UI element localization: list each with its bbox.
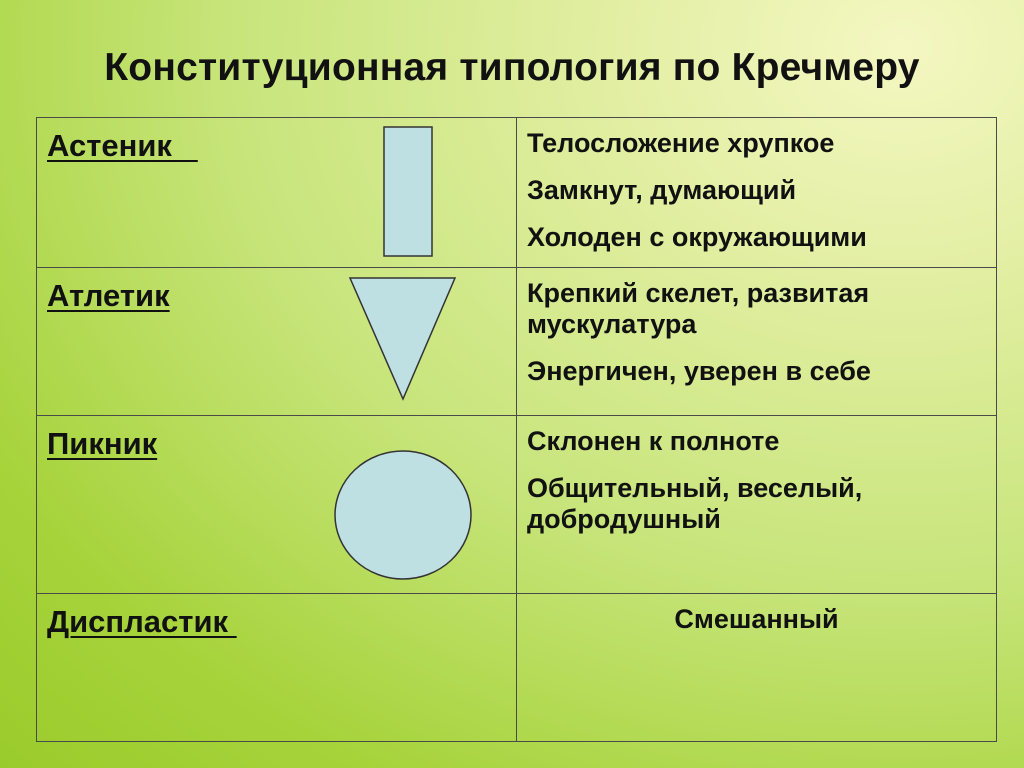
type-cell-athletic [37, 268, 517, 416]
desc-line: Энергичен, уверен в себе [527, 356, 871, 386]
circle-icon [333, 449, 473, 581]
desc-list-athletic [527, 278, 986, 403]
desc-cell-asthenic [517, 118, 997, 268]
typology-table [36, 117, 997, 742]
type-name-dysplastic: Диспластик [47, 604, 237, 639]
desc-list-asthenic [527, 128, 986, 268]
type-name-athletic: Атлетик [47, 278, 170, 313]
type-name-asthenic: Астеник [47, 128, 198, 163]
desc-mixed: Смешанный [674, 604, 839, 634]
desc-line: Замкнут, думающий [527, 175, 797, 205]
type-cell-asthenic [37, 118, 517, 268]
desc-line: Крепкий скелет, развитая мускулатура [527, 278, 870, 339]
desc-cell-dysplastic [517, 594, 997, 742]
desc-cell-athletic [517, 268, 997, 416]
rectangle-icon [383, 126, 435, 258]
desc-list-pyknic [527, 426, 986, 551]
type-cell-dysplastic [37, 594, 517, 742]
table-row-asthenic [37, 118, 997, 268]
type-name-pyknic: Пикник [47, 426, 158, 461]
desc-cell-pyknic [517, 416, 997, 594]
triangle-icon [348, 276, 458, 402]
type-cell-pyknic [37, 416, 517, 594]
table-row-pyknic [37, 416, 997, 594]
desc-line: Склонен к полноте [527, 426, 780, 456]
table-row-athletic [37, 268, 997, 416]
desc-line: Общительный, веселый, добродушный [527, 473, 863, 534]
slide-title: Конституционная типология по Кречмеру [104, 46, 920, 89]
desc-line: Телосложение хрупкое [527, 128, 835, 158]
desc-line: Холоден с окружающими [527, 222, 867, 252]
table-row-dysplastic [37, 594, 997, 742]
